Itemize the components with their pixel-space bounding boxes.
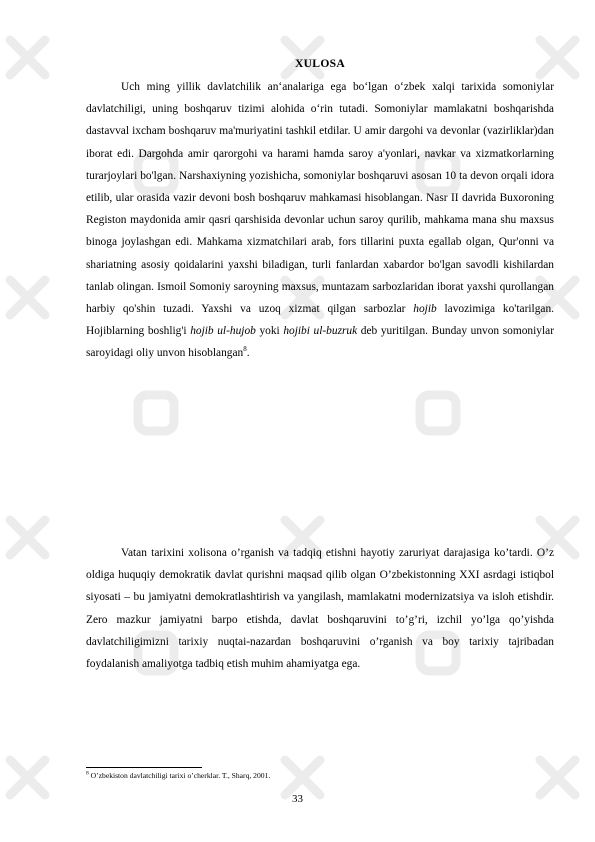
paragraph-text: yoki <box>255 325 284 338</box>
paragraph-text: deb yuritilgan. Bunday unvon somoniylar saroyidagi oliy unvon hisoblangan <box>86 325 554 360</box>
footnote <box>86 771 554 781</box>
footnote-text: O’zbekiston davlatchiligi tarixi o’cherklar. T., Sharq, 2001. <box>88 771 271 780</box>
footnote-marker: 8 <box>86 770 89 777</box>
term-hojib-ul-hujob: hojib ul-hujob <box>190 325 256 338</box>
term-hojibi-ul-buzruk: hojibi ul-buzruk <box>283 325 358 338</box>
paragraph-text: Uch ming yillik davlatchilik an‘analariga ega bo‘lgan o‘zbek xalqi tarixida somoniylar davlatchiligi, uning boshqaruv tizimi alohida o‘rin tutadi. Somoniylar mamlakatni boshqarishda dastavval ixcham boshqaruv ma'muriyatini tashkil etdilar. U amir dargohi va devonlar (vazirliklar)dan iborat edi. Dargohda amir qarorgohi va harami hamda saroy a'yonlari, navkar va xizmatkorlarning turarjoylari bo'lgan. Narshaxiyning yozishicha, somoniylar boshqaruvi asosan 10 ta devon orqali idora etilib, ular orasida vazir devoni bosh boshqaruv mahkamasi hisoblangan. Nasr II davrida Buxoroning Registon maydonida amir qasri qarshisida devonlar uchun saroy qurilib, mahkama mana shu maxsus binoga joylashgan edi. Mahkama xizmatchilari arab, fors tillarini puxta egallab olgan, Qur'onni va shariatning asosiy qoidalarini yaxshi biladigan, turli fanlardan xabardor bo'lgan savodli kishilardan tanlab olingan. Ismoil Somoniy saroyning maxsus, muntazam sarbozlaridan iborat yaxshi qurollangan harbiy qo'shin tuzadi. Yaxshi va uzoq xizmat qilgan sarbozlar <box>86 81 554 316</box>
footnote-divider <box>86 767 202 768</box>
paragraph-text: . <box>246 347 250 360</box>
page-number: 33 <box>292 793 303 805</box>
paragraph-vatan-tarixi: Vatan tarixini xolisona o’rganish va tadqiq etishni hayotiy zaruriyat darajasiga ko’tardi. O’z oldiga huquqiy demokratik davlat qurishni maqsad qilib olgan O’zbekistonning XXI asrdagi istiqbol siyosati – bu jamiyatni demokratlashtirish va yangilash, mamlakatni modernizatsiya va isloh etishdir. Zero mazkur jamiyatni barpo etishda, davlat boshqaruvini to’g’ri, izchil yo’lga qo’yishda davlatchiligimizni tarixiy nuqtai-nazardan boshqaruvini o’rganish va boy tarixiy tajribadan foydalanish amaliyotga tadbiq etish muhim ahamiyatga ega. <box>86 547 554 671</box>
footnote-reference[interactable]: 8 <box>243 345 247 354</box>
paragraph-somoniylar <box>86 76 554 365</box>
term-hojib: hojib <box>413 303 437 316</box>
paragraph-text: lavozimiga ko'tarilgan. Hojiblarning boshlig'i <box>86 303 554 338</box>
section-title: XULOSA <box>294 57 346 70</box>
